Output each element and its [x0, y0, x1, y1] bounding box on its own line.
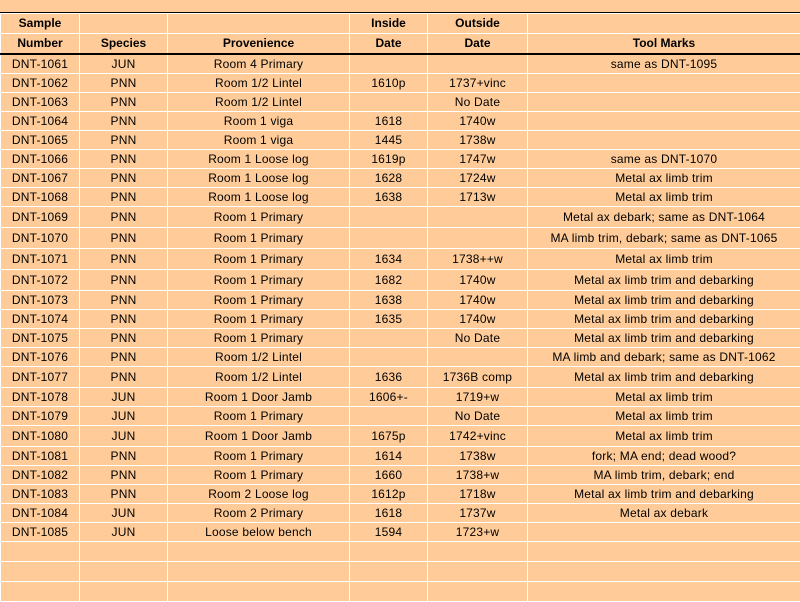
table-cell[interactable]: Metal ax limb trim — [528, 388, 800, 407]
header-cell: Outside — [428, 14, 528, 34]
table-cell[interactable]: Room 1/2 Lintel — [168, 367, 350, 388]
table-cell[interactable]: 1724w — [428, 169, 528, 188]
table-cell[interactable]: 1742+vinc — [428, 426, 528, 447]
header-row-2 — [1, 34, 800, 55]
table-cell[interactable]: Room 1 Door Jamb — [168, 426, 350, 447]
empty-row — [1, 582, 800, 602]
table-cell[interactable]: No Date — [428, 329, 528, 348]
table-cell[interactable] — [350, 407, 428, 426]
table-cell[interactable] — [528, 93, 800, 112]
table-row — [1, 249, 800, 270]
empty-cell[interactable] — [428, 582, 528, 602]
table-cell[interactable]: 1614 — [350, 447, 428, 466]
table-row — [1, 447, 800, 466]
empty-cell[interactable] — [168, 562, 350, 582]
table-row — [1, 131, 800, 150]
table-cell[interactable] — [350, 329, 428, 348]
table-cell[interactable]: PNN — [80, 188, 168, 207]
table-row — [1, 112, 800, 131]
table-row — [1, 523, 800, 542]
empty-row — [1, 562, 800, 582]
table-row — [1, 407, 800, 426]
table-row — [1, 188, 800, 207]
table-row — [1, 310, 800, 329]
table-cell[interactable]: Metal ax limb trim — [528, 188, 800, 207]
table-cell[interactable]: PNN — [80, 485, 168, 504]
table-cell[interactable]: 1682 — [350, 270, 428, 291]
table-row — [1, 270, 800, 291]
table-cell[interactable]: DNT-1072 — [1, 270, 80, 291]
table-cell[interactable]: 1738++w — [428, 249, 528, 270]
table-cell[interactable]: PNN — [80, 270, 168, 291]
table-cell[interactable]: 1718w — [428, 485, 528, 504]
table-cell[interactable]: Metal ax debark; same as DNT-1064 — [528, 207, 800, 228]
table-row — [1, 207, 800, 228]
table-cell[interactable]: 1675p — [350, 426, 428, 447]
table-cell[interactable]: MA limb trim, debark; same as DNT-1065 — [528, 228, 800, 249]
table-body — [1, 54, 800, 602]
table-row — [1, 169, 800, 188]
header-cell — [80, 14, 168, 34]
table-cell[interactable]: Room 1 Primary — [168, 291, 350, 310]
table-cell[interactable]: DNT-1073 — [1, 291, 80, 310]
table-row — [1, 291, 800, 310]
table-cell[interactable]: PNN — [80, 131, 168, 150]
table-cell[interactable]: Room 1 Loose log — [168, 150, 350, 169]
table-cell[interactable]: Room 1 Door Jamb — [168, 388, 350, 407]
table-cell[interactable]: DNT-1082 — [1, 466, 80, 485]
empty-cell[interactable] — [1, 542, 80, 562]
table-cell[interactable]: Room 1/2 Lintel — [168, 93, 350, 112]
table-cell[interactable]: 1723+w — [428, 523, 528, 542]
table-cell[interactable]: 1737+vinc — [428, 74, 528, 93]
table-cell[interactable]: same as DNT-1070 — [528, 150, 800, 169]
table-cell[interactable]: Loose below bench — [168, 523, 350, 542]
header-cell — [528, 14, 800, 34]
table-cell[interactable]: Room 1 viga — [168, 131, 350, 150]
table-cell[interactable]: PNN — [80, 169, 168, 188]
table-cell[interactable]: 1740w — [428, 310, 528, 329]
table-cell[interactable]: DNT-1075 — [1, 329, 80, 348]
table-cell[interactable]: same as DNT-1095 — [528, 54, 800, 74]
table-row — [1, 426, 800, 447]
table-cell[interactable]: Metal ax limb trim and debarking — [528, 310, 800, 329]
table-cell[interactable]: DNT-1062 — [1, 74, 80, 93]
table-row — [1, 504, 800, 523]
table-cell[interactable] — [350, 207, 428, 228]
table-cell[interactable]: DNT-1069 — [1, 207, 80, 228]
table-cell[interactable]: Metal ax limb trim and debarking — [528, 291, 800, 310]
header-cell — [168, 14, 350, 34]
table-cell[interactable]: 1610p — [350, 74, 428, 93]
table-cell[interactable] — [528, 523, 800, 542]
table-cell[interactable]: DNT-1070 — [1, 228, 80, 249]
header-cell: Tool Marks — [528, 34, 800, 55]
table-cell[interactable]: PNN — [80, 207, 168, 228]
table-cell[interactable]: DNT-1071 — [1, 249, 80, 270]
table-row — [1, 74, 800, 93]
table-cell[interactable]: Room 1 Primary — [168, 249, 350, 270]
table-cell[interactable]: 1738w — [428, 447, 528, 466]
table-cell[interactable]: PNN — [80, 329, 168, 348]
table-cell[interactable]: Metal ax limb trim — [528, 426, 800, 447]
table-cell[interactable]: Room 1 viga — [168, 112, 350, 131]
table-cell[interactable]: PNN — [80, 249, 168, 270]
table-cell[interactable]: PNN — [80, 93, 168, 112]
table-cell[interactable]: PNN — [80, 367, 168, 388]
table-cell[interactable]: 1612p — [350, 485, 428, 504]
table-cell[interactable]: DNT-1063 — [1, 93, 80, 112]
table-cell[interactable]: 1619p — [350, 150, 428, 169]
table-cell[interactable]: Room 1 Primary — [168, 407, 350, 426]
table-cell[interactable] — [428, 54, 528, 74]
table-cell[interactable] — [350, 348, 428, 367]
empty-cell[interactable] — [350, 542, 428, 562]
table-cell[interactable]: PNN — [80, 291, 168, 310]
table-cell[interactable]: 1740w — [428, 291, 528, 310]
table-cell[interactable]: DNT-1077 — [1, 367, 80, 388]
table-cell[interactable]: JUN — [80, 523, 168, 542]
table-cell[interactable]: 1737w — [428, 504, 528, 523]
table-row — [1, 388, 800, 407]
table-cell[interactable]: DNT-1078 — [1, 388, 80, 407]
table-cell[interactable]: PNN — [80, 112, 168, 131]
empty-cell[interactable] — [80, 562, 168, 582]
table-cell[interactable]: DNT-1064 — [1, 112, 80, 131]
table-row — [1, 228, 800, 249]
table-cell[interactable]: Room 1 Primary — [168, 270, 350, 291]
table-cell[interactable]: DNT-1067 — [1, 169, 80, 188]
table-cell[interactable]: Room 1 Primary — [168, 447, 350, 466]
table-cell[interactable]: Room 2 Primary — [168, 504, 350, 523]
table-cell[interactable]: 1638 — [350, 291, 428, 310]
table-cell[interactable]: 1738+w — [428, 466, 528, 485]
empty-cell[interactable] — [1, 562, 80, 582]
table-cell[interactable]: Room 1 Primary — [168, 207, 350, 228]
table-cell[interactable]: DNT-1061 — [1, 54, 80, 74]
table-cell[interactable]: DNT-1068 — [1, 188, 80, 207]
table-cell[interactable]: JUN — [80, 54, 168, 74]
table-cell[interactable]: DNT-1083 — [1, 485, 80, 504]
table-cell[interactable]: MA limb and debark; same as DNT-1062 — [528, 348, 800, 367]
table-row — [1, 54, 800, 74]
table-cell[interactable]: PNN — [80, 310, 168, 329]
table-cell[interactable]: DNT-1074 — [1, 310, 80, 329]
table-row — [1, 348, 800, 367]
table-cell[interactable]: Room 1 Loose log — [168, 169, 350, 188]
table-cell[interactable]: Room 1 Primary — [168, 310, 350, 329]
table-cell[interactable]: DNT-1066 — [1, 150, 80, 169]
table-cell[interactable] — [350, 93, 428, 112]
table-cell[interactable]: Metal ax limb trim — [528, 249, 800, 270]
table-cell[interactable]: Room 1 Primary — [168, 466, 350, 485]
table-row — [1, 93, 800, 112]
empty-cell[interactable] — [428, 562, 528, 582]
header-cell: Species — [80, 34, 168, 55]
table-cell[interactable] — [428, 348, 528, 367]
table-cell[interactable]: 1635 — [350, 310, 428, 329]
empty-cell[interactable] — [428, 542, 528, 562]
table-cell[interactable]: 1618 — [350, 504, 428, 523]
empty-cell[interactable] — [528, 562, 800, 582]
table-cell[interactable]: 1738w — [428, 131, 528, 150]
table-cell[interactable]: No Date — [428, 93, 528, 112]
table-cell[interactable]: MA limb trim, debark; end — [528, 466, 800, 485]
table-cell[interactable] — [350, 54, 428, 74]
table-cell[interactable]: 1719+w — [428, 388, 528, 407]
table-cell[interactable]: PNN — [80, 150, 168, 169]
table-cell[interactable]: PNN — [80, 447, 168, 466]
table-cell[interactable]: 1594 — [350, 523, 428, 542]
empty-cell[interactable] — [168, 542, 350, 562]
table-cell[interactable]: Metal ax limb trim — [528, 169, 800, 188]
table-row — [1, 466, 800, 485]
table-cell[interactable] — [528, 131, 800, 150]
table-cell[interactable]: DNT-1081 — [1, 447, 80, 466]
table-cell[interactable]: No Date — [428, 407, 528, 426]
header-cell: Inside — [350, 14, 428, 34]
table-cell[interactable]: 1660 — [350, 466, 428, 485]
table-cell[interactable]: 1740w — [428, 270, 528, 291]
table-cell[interactable]: 1606+- — [350, 388, 428, 407]
table-cell[interactable]: Room 1 Loose log — [168, 188, 350, 207]
table-row — [1, 367, 800, 388]
table-row — [1, 485, 800, 504]
table-cell[interactable]: JUN — [80, 388, 168, 407]
table-cell[interactable]: Room 1/2 Lintel — [168, 348, 350, 367]
table-row — [1, 329, 800, 348]
empty-cell[interactable] — [80, 582, 168, 602]
table-cell[interactable]: PNN — [80, 74, 168, 93]
header-cell: Sample — [1, 14, 80, 34]
table-cell[interactable]: DNT-1076 — [1, 348, 80, 367]
table-cell[interactable]: Metal ax debark — [528, 504, 800, 523]
empty-cell[interactable] — [528, 542, 800, 562]
table-header — [1, 14, 800, 55]
sample-table — [0, 13, 800, 602]
table-cell[interactable] — [428, 207, 528, 228]
table-cell[interactable] — [528, 74, 800, 93]
table-cell[interactable]: Metal ax limb trim and debarking — [528, 329, 800, 348]
empty-cell[interactable] — [80, 542, 168, 562]
table-cell[interactable]: 1445 — [350, 131, 428, 150]
table-cell[interactable]: PNN — [80, 466, 168, 485]
table-cell[interactable]: 1740w — [428, 112, 528, 131]
table-cell[interactable]: PNN — [80, 228, 168, 249]
table-cell[interactable]: 1634 — [350, 249, 428, 270]
table-cell[interactable]: 1713w — [428, 188, 528, 207]
table-cell[interactable]: 1618 — [350, 112, 428, 131]
empty-row — [1, 542, 800, 562]
table-cell[interactable]: Room 4 Primary — [168, 54, 350, 74]
table-cell[interactable]: fork; MA end; dead wood? — [528, 447, 800, 466]
empty-cell[interactable] — [350, 562, 428, 582]
table-cell[interactable]: 1747w — [428, 150, 528, 169]
header-row-1 — [1, 14, 800, 34]
table-cell[interactable] — [528, 112, 800, 131]
empty-cell[interactable] — [168, 582, 350, 602]
table-cell[interactable]: Metal ax limb trim and debarking — [528, 270, 800, 291]
table-cell[interactable]: DNT-1079 — [1, 407, 80, 426]
header-cell: Date — [428, 34, 528, 55]
table-cell[interactable]: Metal ax limb trim and debarking — [528, 367, 800, 388]
table-cell[interactable]: DNT-1080 — [1, 426, 80, 447]
table-cell[interactable]: JUN — [80, 426, 168, 447]
table-row — [1, 150, 800, 169]
header-cell: Provenience — [168, 34, 350, 55]
table-cell[interactable]: Room 1/2 Lintel — [168, 74, 350, 93]
table-cell[interactable]: 1636 — [350, 367, 428, 388]
table-cell[interactable]: 1628 — [350, 169, 428, 188]
table-cell[interactable]: 1736B comp — [428, 367, 528, 388]
table-cell[interactable]: Metal ax limb trim — [528, 407, 800, 426]
table-cell[interactable] — [428, 228, 528, 249]
empty-cell[interactable] — [528, 582, 800, 602]
table-cell[interactable]: Room 1 Primary — [168, 329, 350, 348]
empty-cell[interactable] — [1, 582, 80, 602]
header-cell: Number — [1, 34, 80, 55]
table-cell[interactable]: DNT-1065 — [1, 131, 80, 150]
table-cell[interactable]: PNN — [80, 348, 168, 367]
table-cell[interactable]: Room 1 Primary — [168, 228, 350, 249]
table-cell[interactable]: 1638 — [350, 188, 428, 207]
table-cell[interactable]: JUN — [80, 504, 168, 523]
table-cell[interactable]: JUN — [80, 407, 168, 426]
table-cell[interactable]: DNT-1084 — [1, 504, 80, 523]
empty-cell[interactable] — [350, 582, 428, 602]
table-cell[interactable] — [350, 228, 428, 249]
table-cell[interactable]: DNT-1085 — [1, 523, 80, 542]
header-cell: Date — [350, 34, 428, 55]
table-cell[interactable]: Room 2 Loose log — [168, 485, 350, 504]
table-cell[interactable]: Metal ax limb trim and debarking — [528, 485, 800, 504]
top-blank-row — [0, 0, 800, 13]
